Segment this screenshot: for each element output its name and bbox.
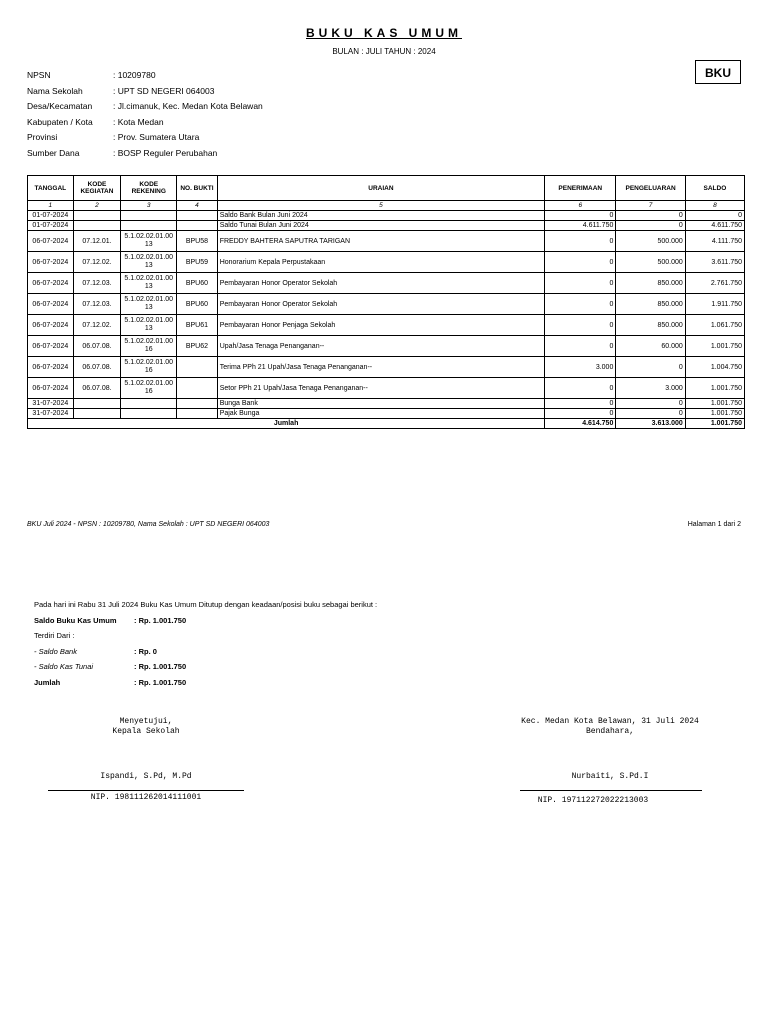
bukti-cell: BPU61	[177, 315, 218, 336]
date-cell: 06-07-2024	[28, 273, 74, 294]
total-saldo: 1.001.750	[685, 419, 744, 429]
column-index: 8	[685, 201, 744, 211]
column-index: 2	[73, 201, 121, 211]
rekening-code: 5.1.02.02.01.00	[124, 254, 174, 261]
saldo-cell: 4.611.750	[685, 221, 744, 231]
info-label: Desa/Kecamatan	[27, 101, 93, 112]
rekening-suffix: 16	[144, 367, 153, 374]
total-pengeluaran: 3.613.000	[616, 419, 685, 429]
pengeluaran-cell: 0	[616, 399, 685, 409]
saldo-cell: 1.911.750	[685, 294, 744, 315]
pengeluaran-cell: 850.000	[616, 294, 685, 315]
table-row	[28, 231, 745, 252]
info-value: : UPT SD NEGERI 064003	[113, 85, 215, 96]
rekening-code: 5.1.02.02.01.00	[124, 296, 174, 303]
rekening-suffix: 16	[144, 346, 153, 353]
info-value: : Prov. Sumatera Utara	[113, 132, 200, 143]
rekening-suffix: 13	[144, 241, 153, 248]
closing-row	[34, 659, 377, 675]
uraian-cell: Pembayaran Honor Operator Sekolah	[217, 273, 545, 294]
column-header: KODE REKENING	[121, 176, 177, 201]
penerimaan-cell: 0	[545, 378, 616, 399]
info-value: : BOSP Reguler Perubahan	[113, 147, 218, 158]
saldo-value: : Rp. 1.001.750	[134, 615, 187, 625]
kegiatan-cell: 06.07.08.	[73, 336, 121, 357]
bku-badge: BKU	[695, 60, 741, 84]
signature-line	[520, 790, 702, 791]
kegiatan-cell	[73, 211, 121, 221]
rekening-suffix: 13	[144, 304, 153, 311]
kegiatan-cell: 07.12.02.	[73, 315, 121, 336]
penerimaan-cell: 4.611.750	[545, 221, 616, 231]
column-index: 3	[121, 201, 177, 211]
saldo-cell: 3.611.750	[685, 252, 744, 273]
info-row	[27, 115, 263, 131]
rekening-suffix: 13	[144, 325, 153, 332]
column-header: PENERIMAAN	[545, 176, 616, 201]
column-index: 7	[616, 201, 685, 211]
table-row	[28, 336, 745, 357]
kegiatan-cell	[73, 399, 121, 409]
info-label: Kabupaten / Kota	[27, 116, 93, 127]
tunai-label: - Saldo Kas Tunai	[34, 662, 94, 671]
saldo-cell: 1.001.750	[685, 399, 744, 409]
column-index: 4	[177, 201, 218, 211]
kegiatan-cell: 06.07.08.	[73, 378, 121, 399]
cash-book-table	[27, 175, 745, 429]
closing-row	[34, 613, 377, 629]
page-title	[0, 26, 768, 40]
total-label: Jumlah	[28, 419, 545, 429]
rekening-cell	[121, 273, 177, 294]
headmaster-nip: NIP. 198111262014111001	[90, 793, 202, 802]
headmaster-signature-block	[46, 717, 246, 737]
approval-label: Menyetujui,	[119, 717, 173, 726]
penerimaan-cell: 3.000	[545, 357, 616, 378]
table-row	[28, 273, 745, 294]
date-cell: 06-07-2024	[28, 315, 74, 336]
date-cell: 06-07-2024	[28, 294, 74, 315]
penerimaan-cell: 0	[545, 252, 616, 273]
kegiatan-cell: 07.12.03.	[73, 273, 121, 294]
bukti-cell	[177, 221, 218, 231]
bukti-cell	[177, 399, 218, 409]
bukti-cell: BPU60	[177, 294, 218, 315]
headmaster-title: Kepala Sekolah	[112, 727, 180, 736]
pengeluaran-cell: 60.000	[616, 336, 685, 357]
table-row	[28, 252, 745, 273]
rekening-code: 5.1.02.02.01.00	[124, 275, 174, 282]
pengeluaran-cell: 0	[616, 409, 685, 419]
terdiri-label: Terdiri Dari :	[34, 631, 75, 640]
kegiatan-cell	[73, 221, 121, 231]
date-cell: 31-07-2024	[28, 409, 74, 419]
pengeluaran-cell: 850.000	[616, 273, 685, 294]
uraian-cell: Bunga Bank	[217, 399, 545, 409]
saldo-cell: 1.001.750	[685, 378, 744, 399]
saldo-cell: 4.111.750	[685, 231, 744, 252]
kegiatan-cell: 07.12.01.	[73, 231, 121, 252]
rekening-code: 5.1.02.02.01.00	[124, 380, 174, 387]
kegiatan-cell: 07.12.03.	[73, 294, 121, 315]
closing-row	[34, 675, 377, 691]
table-row	[28, 221, 745, 231]
table-body	[28, 211, 745, 419]
kegiatan-cell	[73, 409, 121, 419]
closing-statement: Pada hari ini Rabu 31 Juli 2024 Buku Kas Umum Ditutup dengan keadaan/posisi buku sebagai berikut :	[34, 600, 378, 609]
rekening-cell	[121, 409, 177, 419]
table-row	[28, 294, 745, 315]
place-date: Kec. Medan Kota Belawan, 31 Juli 2024	[521, 717, 699, 726]
penerimaan-cell: 0	[545, 399, 616, 409]
column-index: 5	[217, 201, 545, 211]
bukti-cell: BPU60	[177, 273, 218, 294]
pengeluaran-cell: 0	[616, 211, 685, 221]
page-number: Halaman 1 dari 2	[687, 521, 741, 528]
rekening-suffix: 16	[144, 388, 153, 395]
date-cell: 01-07-2024	[28, 221, 74, 231]
bukti-cell	[177, 409, 218, 419]
bukti-cell	[177, 211, 218, 221]
column-index: 6	[545, 201, 616, 211]
jumlah-value: : Rp. 1.001.750	[134, 677, 187, 687]
uraian-cell: Terima PPh 21 Upah/Jasa Tenaga Penanganan--	[217, 357, 545, 378]
info-row	[27, 68, 263, 84]
uraian-cell: Upah/Jasa Tenaga Penanganan--	[217, 336, 545, 357]
column-index: 1	[28, 201, 74, 211]
pengeluaran-cell: 850.000	[616, 315, 685, 336]
saldo-cell: 0	[685, 211, 744, 221]
column-header: NO. BUKTI	[177, 176, 218, 201]
saldo-cell: 1.001.750	[685, 409, 744, 419]
info-value: : Kota Medan	[113, 116, 164, 127]
penerimaan-cell: 0	[545, 231, 616, 252]
bukti-cell: BPU58	[177, 231, 218, 252]
info-row	[27, 130, 263, 146]
pengeluaran-cell: 0	[616, 221, 685, 231]
total-row	[28, 419, 745, 429]
treasurer-signature-block	[510, 717, 710, 737]
treasurer-title: Bendahara,	[585, 727, 634, 736]
uraian-cell: Saldo Bank Bulan Juni 2024	[217, 211, 545, 221]
rekening-cell	[121, 294, 177, 315]
jumlah-label: Jumlah	[34, 677, 61, 687]
info-value: : 10209780	[113, 70, 156, 80]
rekening-cell	[121, 211, 177, 221]
saldo-label: Saldo Buku Kas Umum	[34, 615, 117, 625]
penerimaan-cell: 0	[545, 315, 616, 336]
rekening-suffix: 13	[144, 283, 153, 290]
penerimaan-cell: 0	[545, 273, 616, 294]
table-row	[28, 211, 745, 221]
rekening-suffix: 13	[144, 262, 153, 269]
rekening-cell	[121, 252, 177, 273]
column-index-row	[28, 201, 745, 211]
rekening-code: 5.1.02.02.01.00	[124, 338, 174, 345]
column-header: URAIAN	[217, 176, 545, 201]
saldo-cell: 1.004.750	[685, 357, 744, 378]
penerimaan-cell: 0	[545, 294, 616, 315]
tunai-value: : Rp. 1.001.750	[134, 662, 187, 671]
uraian-cell: Honorarium Kepala Perpustakaan	[217, 252, 545, 273]
rekening-cell	[121, 399, 177, 409]
info-row	[27, 146, 263, 162]
date-cell: 31-07-2024	[28, 399, 74, 409]
page-title-text: BUKU KAS UMUM	[306, 26, 462, 40]
uraian-cell: Pembayaran Honor Operator Sekolah	[217, 294, 545, 315]
date-cell: 06-07-2024	[28, 378, 74, 399]
bukti-cell	[177, 357, 218, 378]
rekening-cell	[121, 231, 177, 252]
info-label: Sumber Dana	[27, 147, 80, 158]
column-header: SALDO	[685, 176, 744, 201]
date-cell: 06-07-2024	[28, 252, 74, 273]
school-info	[27, 68, 263, 162]
date-cell: 06-07-2024	[28, 357, 74, 378]
table-row	[28, 409, 745, 419]
rekening-cell	[121, 221, 177, 231]
uraian-cell: Setor PPh 21 Upah/Jasa Tenaga Penanganan--	[217, 378, 545, 399]
table-row	[28, 357, 745, 378]
rekening-code: 5.1.02.02.01.00	[124, 233, 174, 240]
footer-document-info: BKU Juli 2024 - NPSN : 10209780, Nama Sekolah : UPT SD NEGERI 064003	[27, 521, 270, 528]
bukti-cell	[177, 378, 218, 399]
info-label: Provinsi	[27, 132, 58, 143]
info-label: NPSN	[27, 70, 51, 80]
uraian-cell: Pembayaran Honor Penjaga Sekolah	[217, 315, 545, 336]
info-value: : Jl.cimanuk, Kec. Medan Kota Belawan	[113, 101, 263, 112]
saldo-cell: 1.061.750	[685, 315, 744, 336]
date-cell: 06-07-2024	[28, 336, 74, 357]
total-penerimaan: 4.614.750	[545, 419, 616, 429]
closing-section	[34, 597, 377, 690]
info-label: Nama Sekolah	[27, 85, 83, 96]
date-cell: 01-07-2024	[28, 211, 74, 221]
pengeluaran-cell: 3.000	[616, 378, 685, 399]
uraian-cell: FREDDY BAHTERA SAPUTRA TARIGAN	[217, 231, 545, 252]
saldo-cell: 2.761.750	[685, 273, 744, 294]
rekening-cell	[121, 336, 177, 357]
headmaster-name: Ispandi, S.Pd, M.Pd	[100, 772, 192, 781]
pengeluaran-cell: 500.000	[616, 252, 685, 273]
table-row	[28, 315, 745, 336]
rekening-cell	[121, 378, 177, 399]
rekening-cell	[121, 315, 177, 336]
page-subtitle: BULAN : JULI TAHUN : 2024	[332, 47, 436, 56]
column-header: KODE KEGIATAN	[73, 176, 121, 201]
bank-value: : Rp. 0	[134, 646, 157, 656]
info-row	[27, 99, 263, 115]
kegiatan-cell: 07.12.02.	[73, 252, 121, 273]
pengeluaran-cell: 0	[616, 357, 685, 378]
uraian-cell: Saldo Tunai Bulan Juni 2024	[217, 221, 545, 231]
penerimaan-cell: 0	[545, 211, 616, 221]
rekening-code: 5.1.02.02.01.00	[124, 359, 174, 366]
date-cell: 06-07-2024	[28, 231, 74, 252]
pengeluaran-cell: 500.000	[616, 231, 685, 252]
penerimaan-cell: 0	[545, 409, 616, 419]
table-row	[28, 399, 745, 409]
table-header-row	[28, 176, 745, 201]
signature-line	[48, 790, 244, 791]
column-header: TANGGAL	[28, 176, 74, 201]
saldo-cell: 1.001.750	[685, 336, 744, 357]
uraian-cell: Pajak Bunga	[217, 409, 545, 419]
table-row	[28, 378, 745, 399]
closing-row	[34, 644, 377, 660]
treasurer-name: Nurbaiti, S.Pd.I	[571, 772, 649, 781]
column-header: PENGELUARAN	[616, 176, 685, 201]
bukti-cell: BPU59	[177, 252, 218, 273]
bukti-cell: BPU62	[177, 336, 218, 357]
bank-label: - Saldo Bank	[34, 646, 77, 656]
info-row	[27, 84, 263, 100]
rekening-code: 5.1.02.02.01.00	[124, 317, 174, 324]
rekening-cell	[121, 357, 177, 378]
penerimaan-cell: 0	[545, 336, 616, 357]
treasurer-nip: NIP. 197112272022213003	[537, 796, 649, 805]
kegiatan-cell: 06.07.08.	[73, 357, 121, 378]
